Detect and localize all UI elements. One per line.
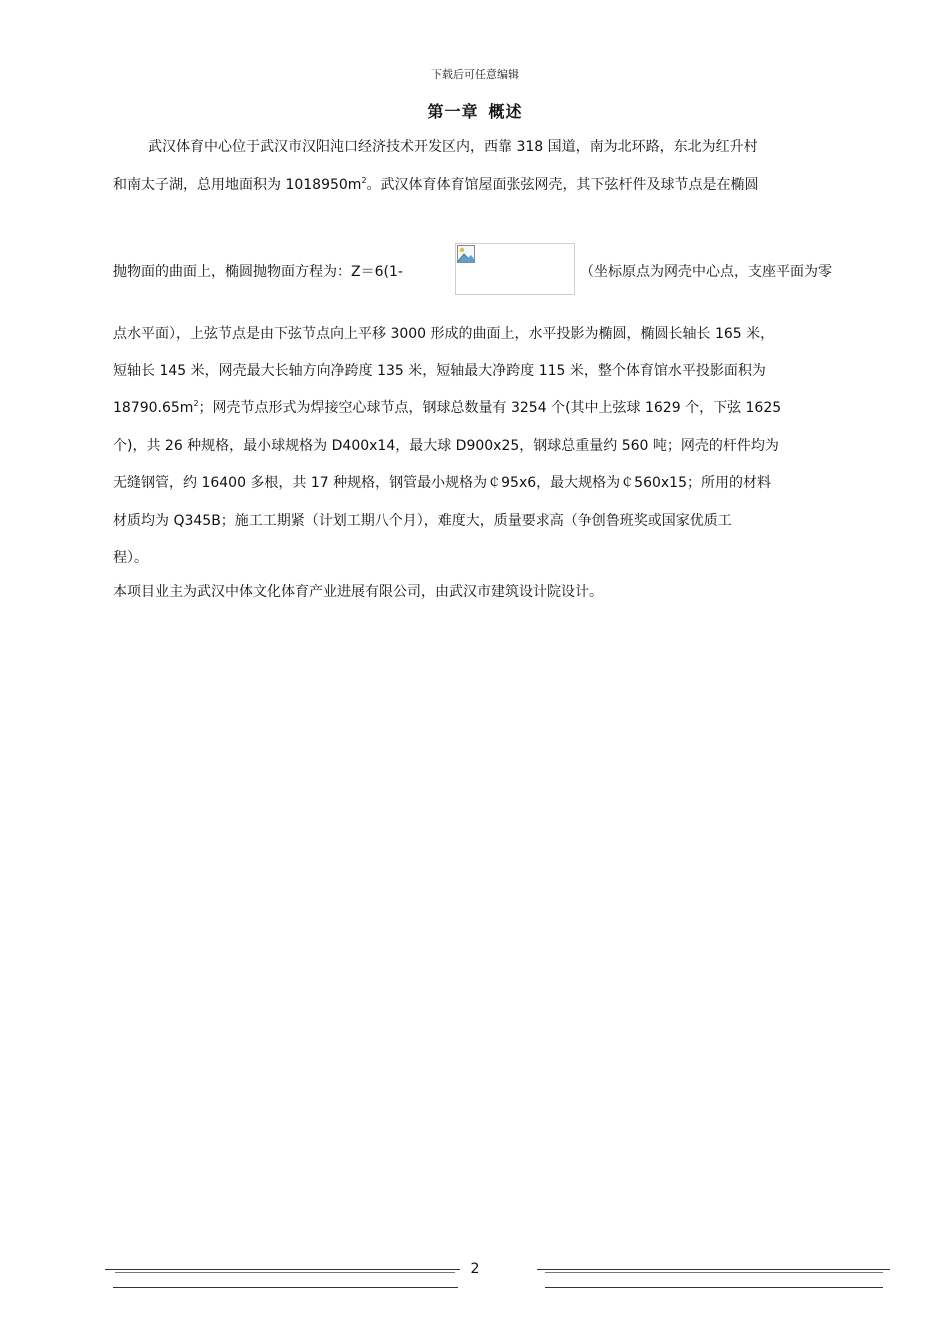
superscript: 2 — [361, 176, 367, 185]
header-note: 下载后可任意编辑 — [431, 68, 519, 81]
footer-rule — [113, 1287, 458, 1288]
paragraph-line: 材质均为 Q345B；施工工期紧（计划工期八个月），难度大，质量要求高（争创鲁班奖或国家优质工 — [113, 513, 732, 529]
paragraph-line: 武汉体育中心位于武汉市汉阳沌口经济技术开发区内，西靠 318 国道，南为北环路，东北为红升村 — [148, 139, 758, 155]
chapter-name: 概述 — [488, 102, 523, 121]
broken-image-icon — [457, 245, 475, 263]
paragraph-line — [113, 397, 781, 417]
page-footer — [0, 1258, 950, 1298]
paragraph-line: （坐标原点为网壳中心点，支座平面为零 — [580, 264, 832, 280]
paragraph-line: 短轴长 145 米，网壳最大长轴方向净跨度 135 米，短轴最大净跨度 115 米，整个体育馆水平投影面积为 — [113, 363, 766, 379]
paragraph-line: 无缝钢管，约 16400 多根，共 17 种规格，钢管最小规格为￠95x6，最大规格为￠560x15；所用的材料 — [113, 475, 771, 491]
text-run: 。武汉体育体育馆屋面张弦网壳，其下弦杆件及球节点是在椭圆 — [366, 177, 759, 193]
formula-image — [455, 243, 575, 295]
footer-rule — [545, 1287, 883, 1288]
chapter-title — [0, 99, 950, 122]
text-run: 和南太子湖，总用地面积为 1018950m — [113, 177, 362, 193]
footer-rule — [545, 1272, 883, 1273]
paragraph-line: 本项目业主为武汉中体文化体育产业进展有限公司，由武汉市建筑设计院设计。 — [113, 584, 603, 600]
paragraph-line: 个)，共 26 种规格，最小球规格为 D400x14，最大球 D900x25，钢球总重量约 560 吨；网壳的杆件均为 — [113, 438, 779, 454]
text-run: ；网壳节点形式为焊接空心球节点，钢球总数量有 3254 个(其中上弦球 1629 个，下弦 1625 — [198, 400, 782, 416]
text-run: 18790.65m — [113, 400, 194, 416]
page-number: 2 — [470, 1261, 480, 1277]
chapter-number: 第一章 — [427, 102, 479, 121]
paragraph-line: 程）。 — [113, 550, 148, 566]
superscript: 2 — [193, 399, 199, 408]
footer-rule — [537, 1269, 890, 1270]
paragraph-line: 点水平面），上弦节点是由下弦节点向上平移 3000 形成的曲面上，水平投影为椭圆，椭圆长轴长 165 米， — [113, 326, 775, 342]
paragraph-line — [113, 174, 759, 194]
paragraph-line: 抛物面的曲面上，椭圆抛物面方程为：Z＝6(1- — [113, 264, 403, 280]
